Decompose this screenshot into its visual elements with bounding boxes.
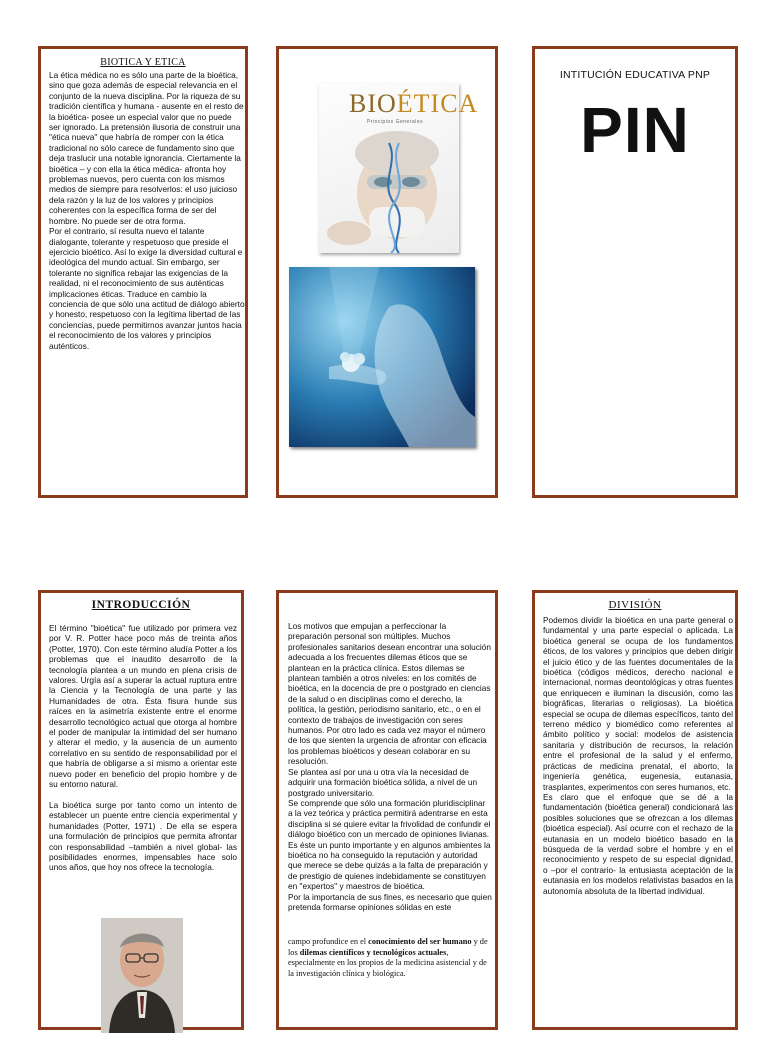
motivos-tail-1: campo profundice en el — [288, 937, 369, 946]
institution-name: INTITUCIÓN EDUCATIVA PNP — [559, 69, 711, 81]
scientist-photo — [319, 83, 459, 253]
motivos-tail-3: , especialmente en los propios de la medicina asistencial y de la investigación clínica y biológica. — [288, 947, 487, 978]
panel-introduccion — [38, 590, 244, 1030]
hand-embryo-illustration — [289, 267, 475, 447]
motivos-tail-2: y de los — [288, 937, 488, 957]
book-cover-subtitle: Principios Generales — [367, 119, 424, 125]
book-title-etica: ÉTICA — [396, 89, 479, 118]
biotica-body-text: La ética médica no es sólo una parte de la bioética, sino que goza además de especial relevancia en el conjunto de la nueva disciplina. Por la riqueza de su tradición científica y humana - ausente en el resto de la bioética- posee un especial valor que no puede ser ignorado. La pretensión ilusoria de construir una "ética nueva" que habría de romper con la ética tradicional no sólo carece de fundamento sino que deja traslucir una notable ignorancia. Ciertamente la bioética – y con ella la ética médica- afronta hoy problemas nuevos, pero cuenta con los mismos medios de siempre para resolverlos: el uso juicioso dela razón y la luz de los valores y principios coherentes con la específica forma de ser del hombre. No puede ser de otra forma. Por el contrario, sí resulta nuevo el talante dialogante, tolerante y respetuoso que preside el ejercicio bioético. Así lo exige la diversidad cultural e ideológica del mundo actual. Sin embargo, ser tolerante no significa rebajar las exigencias de la realidad, ni el reconocimiento de sus auténticas implicaciones éticas. Traduce en cambio la conciencia de que sólo una actitud de diálogo abierto y honesto, respetuoso con la legítima libertad de las conciencias, puede permitirnos avanzar juntos hacia el reconocimiento de los valores y principios auténticos. — [49, 70, 245, 351]
motivos-tail-bold-1: conocimiento del ser humano — [368, 937, 472, 946]
section-title-introduccion: INTRODUCCIÓN — [91, 599, 191, 611]
embryo-hand-photo — [289, 267, 475, 447]
panel-front-cover — [532, 46, 738, 498]
pin-logo-text: PIN — [580, 94, 690, 166]
section-title-biotica: BIOTICA Y ETICA — [100, 57, 186, 68]
section-title-division: DIVISIÓN — [608, 599, 662, 611]
bioetica-book-cover — [319, 83, 479, 253]
panel-motivos — [276, 590, 498, 1030]
motivos-tail-bold-2: dilemas científicos y tecnológicos actuales — [299, 947, 447, 957]
motivos-body-text: Los motivos que empujan a perfeccionar la preparación personal son múltiples. Muchos profesionales sanitarios desean encontrar una solución adecuada a los frecuentes dilemas éticos que se plantean en la práctica clínica. Estos dilemas se plantean también a otros niveles: en los comités de bioética, en la docencia de pre o postgrado en ciencias de la salud o en disciplinas como el derecho, la política, la gestión, periodismo sanitario, etc., o en el contexto de trabajos de investigación con seres humanos. Por otro lado es cada vez mayor el número de los que sienten la urgencia de afrontar con eficacia los problemas bioéticos y desean colaborar en su resolución. Se plantea así por una u otra vía la necesidad de adquirir una formación bioética sólida, a nivel de un postgrado universitario. Se comprende que sólo una formación pluridisciplinar a la vez teórica y práctica permitirá adentrarse en esta disciplina si se quiere evitar la frivolidad de confundir el diálogo bioético con un mercado de opiniones livianas. Es éste un punto importante y en algunos ambientes la bioética no ha conseguido la reputación y autoridad que merece se debe quizás a la falta de preparación y de prestigio de quienes indebidamente se constituyen en "expertos" y maestros de bioética. Por la importancia de sus fines, es necesario que quien pretenda formarse opiniones sólidas en este — [288, 621, 492, 912]
portrait-illustration — [101, 918, 183, 1033]
introduccion-body-text: El término "bioética" fue utilizado por primera vez por V. R. Potter hace poco más de treinta años (Potter, 1970). Con este término aludía Potter a los problemas que el inaudito desarrollo de la tecnología plantea a un mundo en plena crisis de valores. Urgía así a superar la actual ruptura entre la Ciencia y la Tecnología de una parte y las Humanidades de otra. Ésta fisura hunde sus raíces en la asimetría existente entre el enorme desarrollo tecnológico actual que otorga al hombre el poder de manipular la intimidad del ser humano y alterar el medio, y la ausencia de un aumento correlativo en su sentido de responsabilidad por el que habría de obligarse a sí mismo a orientar este nuevo poder en beneficio del propio hombre y de su entorno natural. La bioética surge por tanto como un intento de establecer un puente entre ciencia experimental y humanidades (Potter, 1971) . De ella se espera una formulación de principios que permita afrontar con responsabilidad –también a nivel global- las posibilidades enormes, impensables hace solo unos años, que hoy nos ofrece la tecnología. — [49, 623, 237, 873]
panel-biotica-y-etica — [38, 46, 248, 498]
book-title-bio: BIO — [349, 89, 397, 118]
panel-division — [532, 590, 738, 1030]
motivos-closing-text — [288, 937, 492, 979]
potter-portrait-photo — [101, 918, 183, 1033]
division-body-text: Podemos dividir la bioética en una parte general o fundamental y una parte especial o aplicada. La bioética general se ocupa de los fundamentos éticos, de los valores y principios que deben dirigir el juicio ético y de las fuentes documentales de la bioética (códigos médicos, derecho nacional e internacional, normas deontológicas y otras fuentes que enriquecen e iluminan la discusión, como las biográficas, literarias o religiosas). La bioética especial se ocupa de dilemas específicos, tanto del terreno médico y biomédico como referentes al ámbito político y social: modelos de asistencia sanitaria y distribución de recursos, la relación entre el profesional de la salud y el enfermo, prácticas de medicina prenatal, el aborto, la ingeniería genética, eugenesia, eutanasia, trasplantes, experimentos con seres humanos, etc. Es claro que el enfoque que se dé a la fundamentación (bioética general) condicionará las posibles soluciones que se ofrezcan a los dilemas (bioética especial). Así ocurre con el rechazo de la eutanasia en un modelo bioético basado en la búsqueda de la verdad sobre el hombre y en el reconocimiento y respeto de su especial dignidad, o –por el contrario- la entusiasta aceptación de la eutanasia en los modelos relativistas basados en la autonomía absoluta de la libertad individual. — [543, 615, 733, 896]
panel-images — [276, 46, 498, 498]
